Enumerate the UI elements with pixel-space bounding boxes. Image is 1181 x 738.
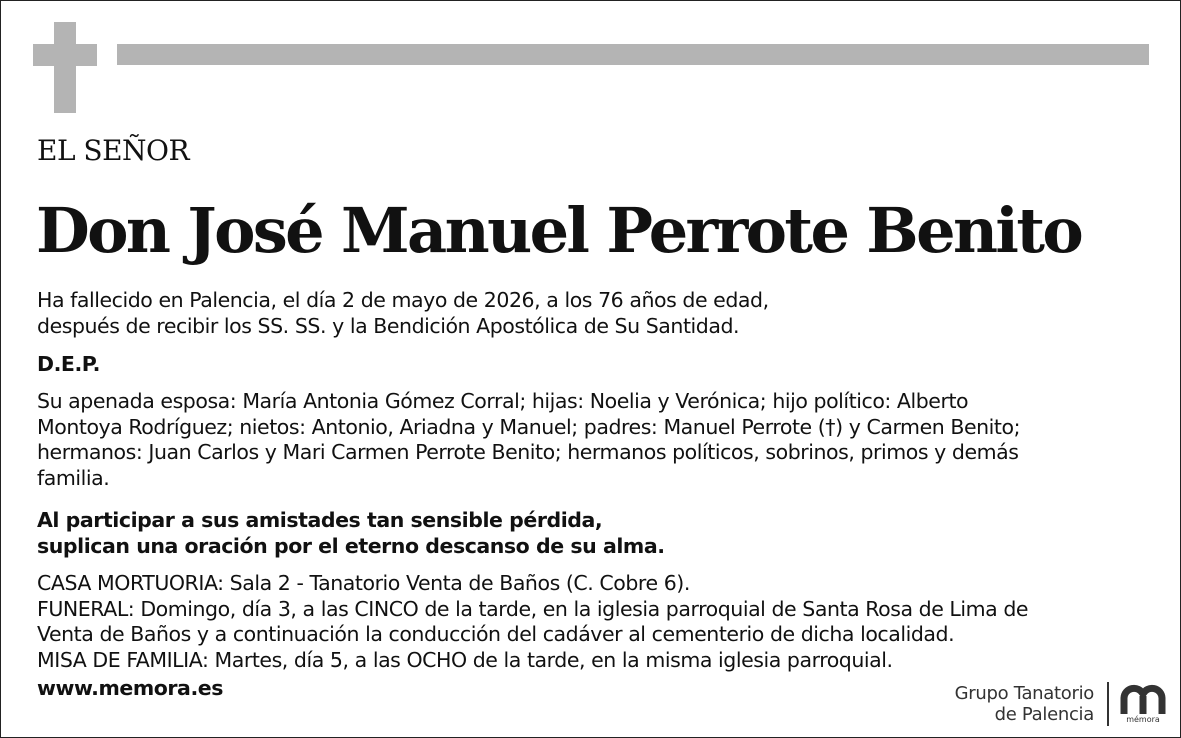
cross-icon-horizontal xyxy=(33,44,97,66)
request-line: suplican una oración por el eterno descanso de su alma. xyxy=(37,533,665,558)
service-line: MISA DE FAMILIA: Martes, día 5, a las OCHO de la tarde, en la misma iglesia parroquial. xyxy=(37,647,893,672)
family-paragraph xyxy=(37,389,1020,491)
request-paragraph xyxy=(37,508,665,559)
family-line: hermanos: Juan Carlos y Mari Carmen Perrote Benito; hermanos políticos, sobrinos, primos y demás xyxy=(37,440,1019,464)
header-bar xyxy=(117,44,1149,65)
service-line: CASA MORTUORIA: Sala 2 - Tanatorio Venta de Baños (C. Cobre 6). xyxy=(37,571,690,595)
memora-wordmark: mémora xyxy=(1126,715,1160,724)
death-line: después de recibir los SS. SS. y la Bendición Apostólica de Su Santidad. xyxy=(37,313,740,338)
service-line: Venta de Baños y a continuación la conducción del cadáver al cementerio de dicha localidad. xyxy=(37,622,955,646)
tanatorio-logo xyxy=(955,682,1166,726)
death-line: Ha fallecido en Palencia, el día 2 de mayo de 2026, a los 76 años de edad, xyxy=(37,288,769,312)
website-link[interactable]: www.memora.es xyxy=(37,676,223,700)
deceased-name: Don José Manuel Perrote Benito xyxy=(36,194,1082,267)
logo-line: de Palencia xyxy=(994,704,1094,725)
honorific: EL SEÑOR xyxy=(37,134,190,167)
services-paragraph xyxy=(37,571,1028,673)
family-line: familia. xyxy=(37,465,110,490)
death-paragraph xyxy=(37,288,769,339)
logo-text xyxy=(955,683,1094,725)
logo-divider xyxy=(1107,682,1109,726)
dep-heading: D.E.P. xyxy=(37,352,100,376)
family-line: Su apenada esposa: María Antonia Gómez Corral; hijas: Noelia y Verónica; hijo político: Alberto xyxy=(37,389,969,413)
cross-icon-vertical xyxy=(54,22,76,113)
request-line: Al participar a sus amistades tan sensible pérdida, xyxy=(37,508,603,532)
memora-m-icon xyxy=(1120,684,1166,714)
family-line: Montoya Rodríguez; nietos: Antonio, Ariadna y Manuel; padres: Manuel Perrote (†) y Carmen Benito; xyxy=(37,414,1021,439)
memora-logo xyxy=(1120,684,1166,724)
service-line: FUNERAL: Domingo, día 3, a las CINCO de la tarde, en la iglesia parroquial de Santa Rosa de Lima de xyxy=(37,596,1029,621)
logo-line: Grupo Tanatorio xyxy=(954,683,1094,704)
